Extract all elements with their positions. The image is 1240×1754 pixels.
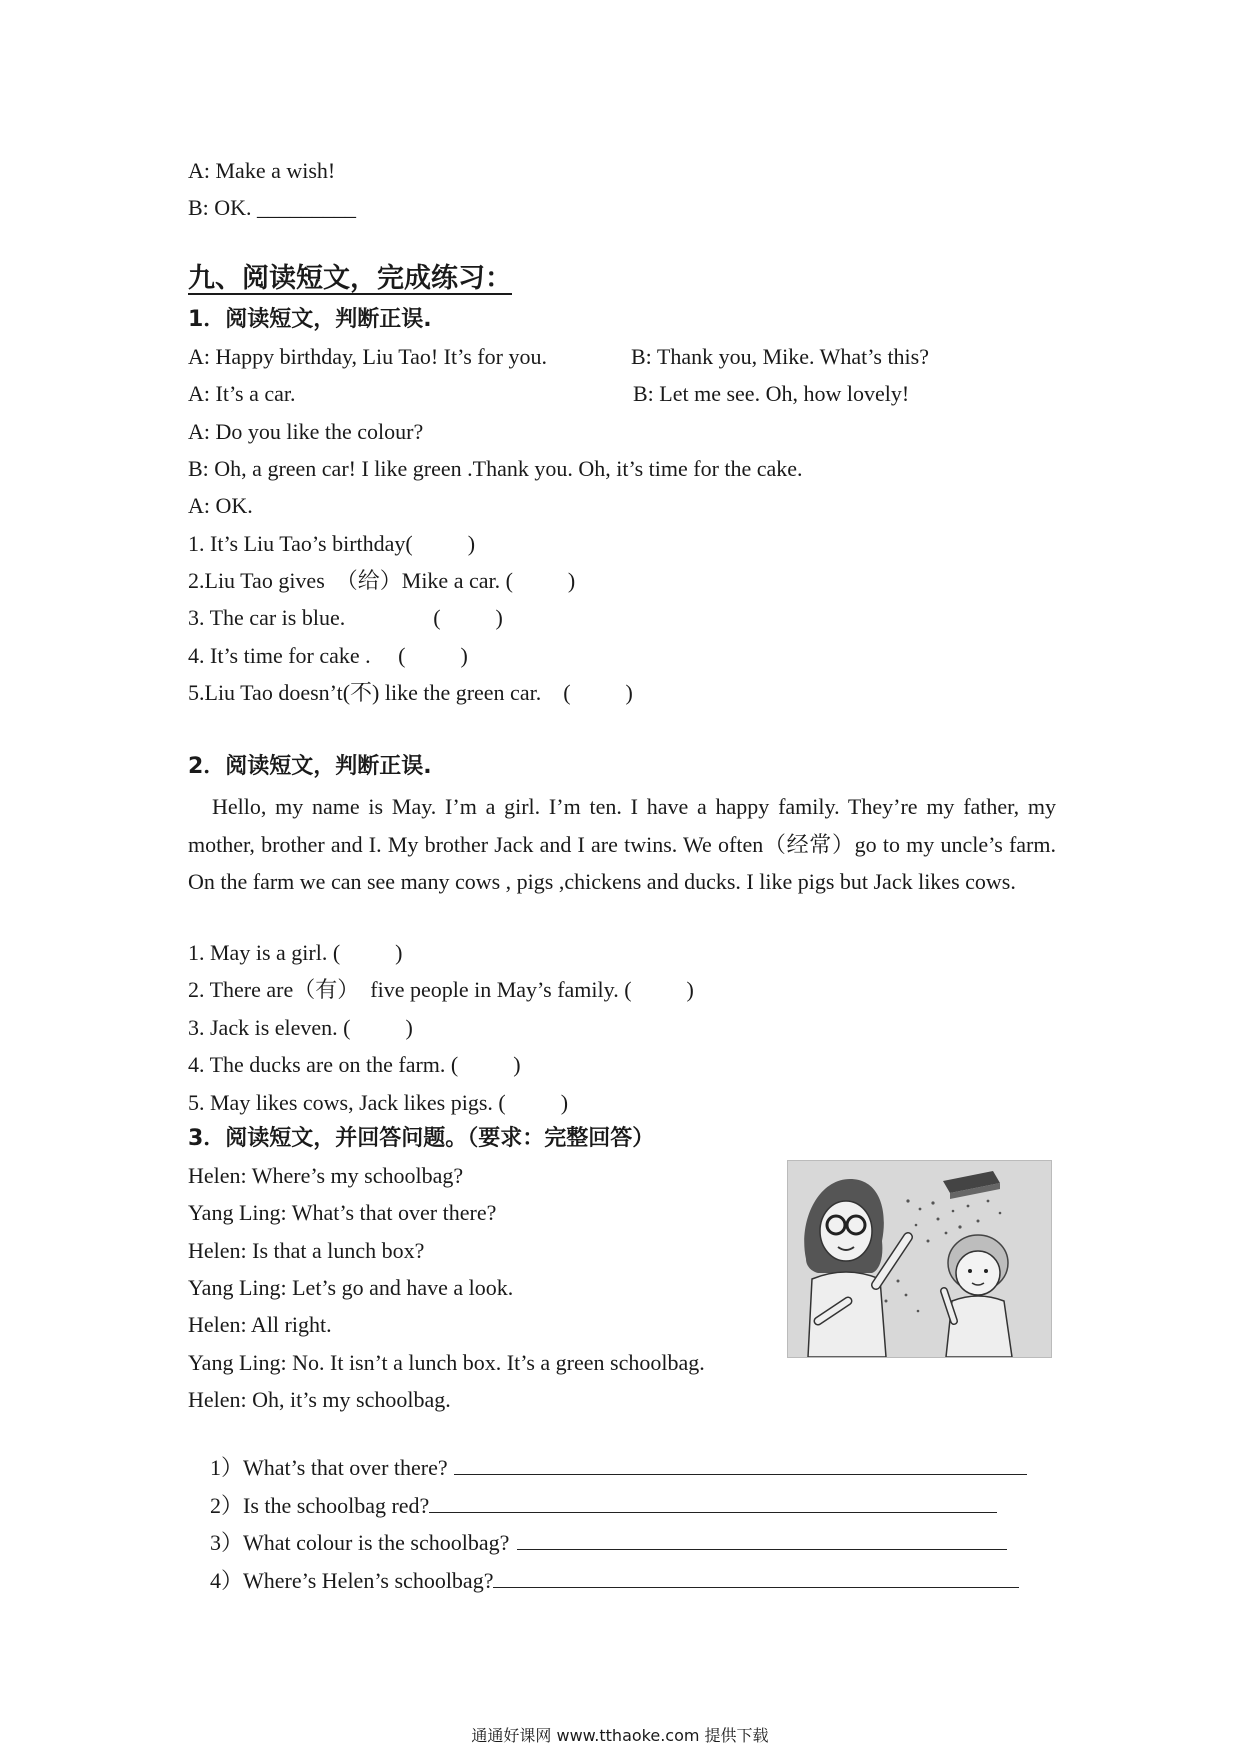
part1-question-4: 4. It’s time for cake . ( ) bbox=[188, 643, 468, 668]
part2-question-4: 4. The ducks are on the farm. ( ) bbox=[188, 1052, 521, 1077]
part1-dialog-line: B: Oh, a green car! I like green .Thank you. Oh, it’s time for the cake. bbox=[188, 456, 803, 481]
part3-question-text: 1）What’s that over there? bbox=[210, 1455, 448, 1480]
intro-line-2: B: OK. _________ bbox=[188, 195, 357, 220]
part3-question-text: 4）Where’s Helen’s schoolbag? bbox=[210, 1568, 494, 1593]
page-footer: 通通好课网 www.tthaoke.com 提供下载 bbox=[471, 1726, 769, 1745]
part3-dialog-line: Helen: Oh, it’s my schoolbag. bbox=[188, 1387, 451, 1412]
part1-dialog-b2: B: Let me see. Oh, how lovely! bbox=[633, 381, 910, 406]
part2-question-5: 5. May likes cows, Jack likes pigs. ( ) bbox=[188, 1090, 569, 1115]
section-title: 九、阅读短文，完成练习： bbox=[188, 263, 512, 294]
part3-dialog-line: Yang Ling: No. It isn’t a lunch box. It’s a green schoolbag. bbox=[188, 1350, 705, 1375]
part1-question-2: 2.Liu Tao gives （给）Mike a car. ( ) bbox=[188, 568, 576, 593]
illustration-two-children bbox=[787, 1160, 1052, 1358]
intro-line-1: A: Make a wish! bbox=[188, 158, 336, 183]
part1-heading: 1．阅读短文，判断正误. bbox=[188, 307, 432, 332]
children-drawing bbox=[788, 1161, 1051, 1357]
part1-dialog-a1: A: Happy birthday, Liu Tao! It’s for you. bbox=[188, 344, 547, 369]
part1-dialog-line: A: Do you like the colour? bbox=[188, 419, 424, 444]
answer-blank[interactable] bbox=[493, 1565, 1019, 1588]
part1-dialog-line: A: OK. bbox=[188, 493, 253, 518]
part3-question-text: 3）What colour is the schoolbag? bbox=[210, 1530, 510, 1555]
part3-dialog-line: Helen: All right. bbox=[188, 1312, 332, 1337]
part2-heading: 2．阅读短文，判断正误. bbox=[188, 754, 432, 779]
part3-question-text: 2）Is the schoolbag red? bbox=[210, 1493, 430, 1518]
part2-passage: Hello, my name is May. I’m a girl. I’m ten. I have a happy family. They’re my father, my mother, brother and I. My brother Jack and I are twins. We often（经常）go to my uncle’s farm. On the farm we can see many cows , pigs ,chickens and ducks. I like pigs but Jack likes cows. bbox=[188, 794, 1056, 894]
part3-dialog-line: Helen: Is that a lunch box? bbox=[188, 1238, 425, 1263]
part1-dialog-a2: A: It’s a car. bbox=[188, 381, 296, 406]
part1-question-5: 5.Liu Tao doesn’t(不) like the green car. ( ) bbox=[188, 680, 633, 705]
part2-question-2: 2. There are（有） five people in May’s family. ( ) bbox=[188, 977, 694, 1002]
part3-dialog-line: Helen: Where’s my schoolbag? bbox=[188, 1163, 464, 1188]
part1-dialog-b1: B: Thank you, Mike. What’s this? bbox=[631, 344, 929, 369]
part3-question-4 bbox=[188, 1535, 1019, 1626]
part2-question-3: 3. Jack is eleven. ( ) bbox=[188, 1015, 413, 1040]
part2-question-1: 1. May is a girl. ( ) bbox=[188, 940, 403, 965]
part3-dialog-line: Yang Ling: Let’s go and have a look. bbox=[188, 1275, 514, 1300]
part3-dialog-line: Yang Ling: What’s that over there? bbox=[188, 1200, 497, 1225]
part1-question-3: 3. The car is blue. ( ) bbox=[188, 605, 503, 630]
part1-question-1: 1. It’s Liu Tao’s birthday( ) bbox=[188, 531, 476, 556]
part3-heading: 3．阅读短文，并回答问题。（要求：完整回答） bbox=[188, 1126, 655, 1151]
